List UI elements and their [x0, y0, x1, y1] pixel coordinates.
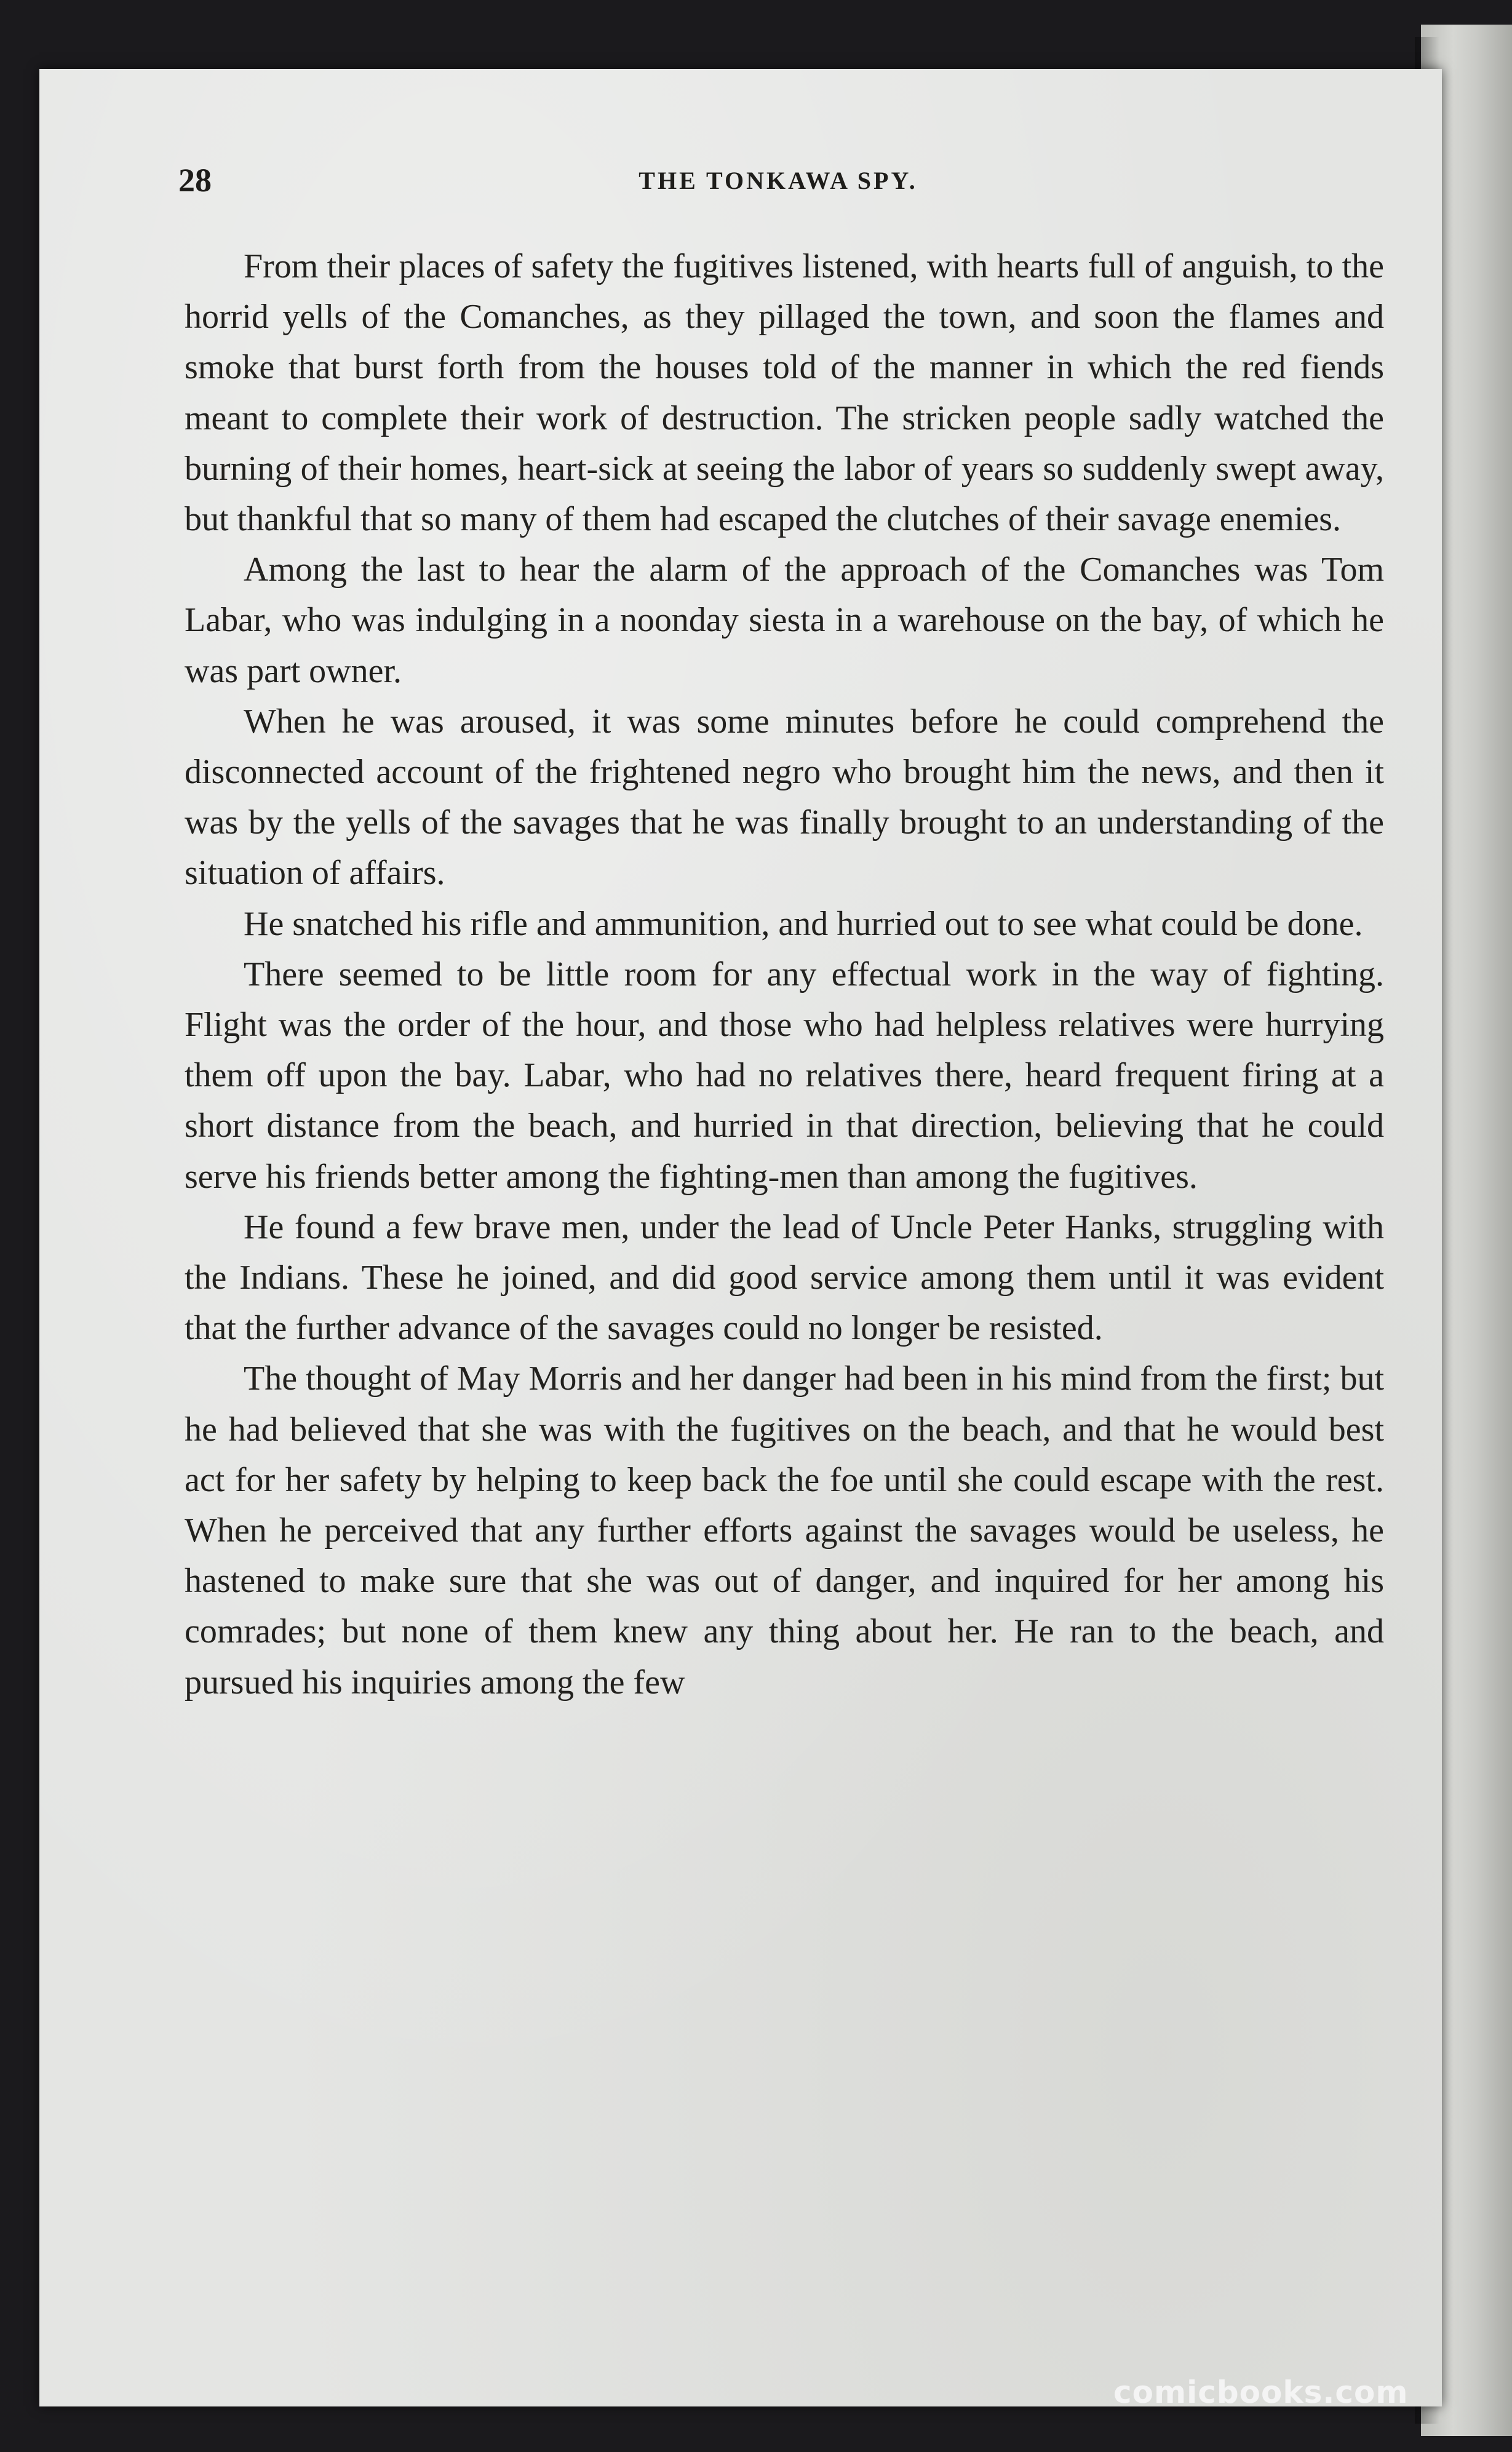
paragraph: From their places of safety the fugitives listened, with hearts full of anguish, to the horrid yells of the Comanches, as they pillaged the town, and soon the flames and smoke that burst forth from the houses told of the manner in which the red fiends meant to complete their work of destruction. The stricken people sadly watched the burning of their homes, heart-sick at seeing the labor of years so suddenly swept away, but thankful that so many of them had escaped the clutches of their savage enemies. [185, 247, 1384, 539]
body-text [185, 241, 1384, 1708]
paragraph: Among the last to hear the alarm of the approach of the Comanches was Tom Labar, who was indulging in a noonday siesta in a warehouse on the bay, of which he was part owner. [185, 551, 1384, 690]
paragraph: There seemed to be little room for any effectual work in the way of fighting. Flight was the order of the hour, and those who had helpless relatives were hurrying them off upon the bay. Labar, who had no relatives there, heard frequent firing at a short distance from the beach, and hurried in that direction, believing that he could serve his friends better among the fighting-men than among the fugitives. [185, 955, 1384, 1196]
page-number: 28 [178, 162, 212, 199]
paragraph: He found a few brave men, under the lead of Uncle Peter Hanks, struggling with the Indians. These he joined, and did good service among them until it was evident that the further advance of the savages could no longer be resisted. [185, 1208, 1384, 1348]
running-title: THE TONKAWA SPY. [639, 167, 918, 194]
paragraph: He snatched his rifle and ammunition, and hurried out to see what could be done. [244, 904, 1363, 943]
watermark: comicbooks.com [1113, 2374, 1409, 2410]
paragraph: When he was aroused, it was some minutes before he could comprehend the disconnected account of the frightened negro who brought him the news, and then it was by the yells of the savages that he was finally brought to an understanding of the situation of affairs. [185, 702, 1384, 893]
page-header [178, 161, 1378, 198]
paragraph: The thought of May Morris and her danger had been in his mind from the first; but he had believed that she was with the fugitives on the beach, and that he would best act for her safety by helping to keep back the foe until she could escape with the rest. When he perceived that any further efforts against the savages would be useless, he hastened to make sure that she was out of danger, and inquired for her among his comrades; but none of them knew any thing about her. He ran to the beach, and pursued his inquiries among the few [185, 1359, 1384, 1702]
